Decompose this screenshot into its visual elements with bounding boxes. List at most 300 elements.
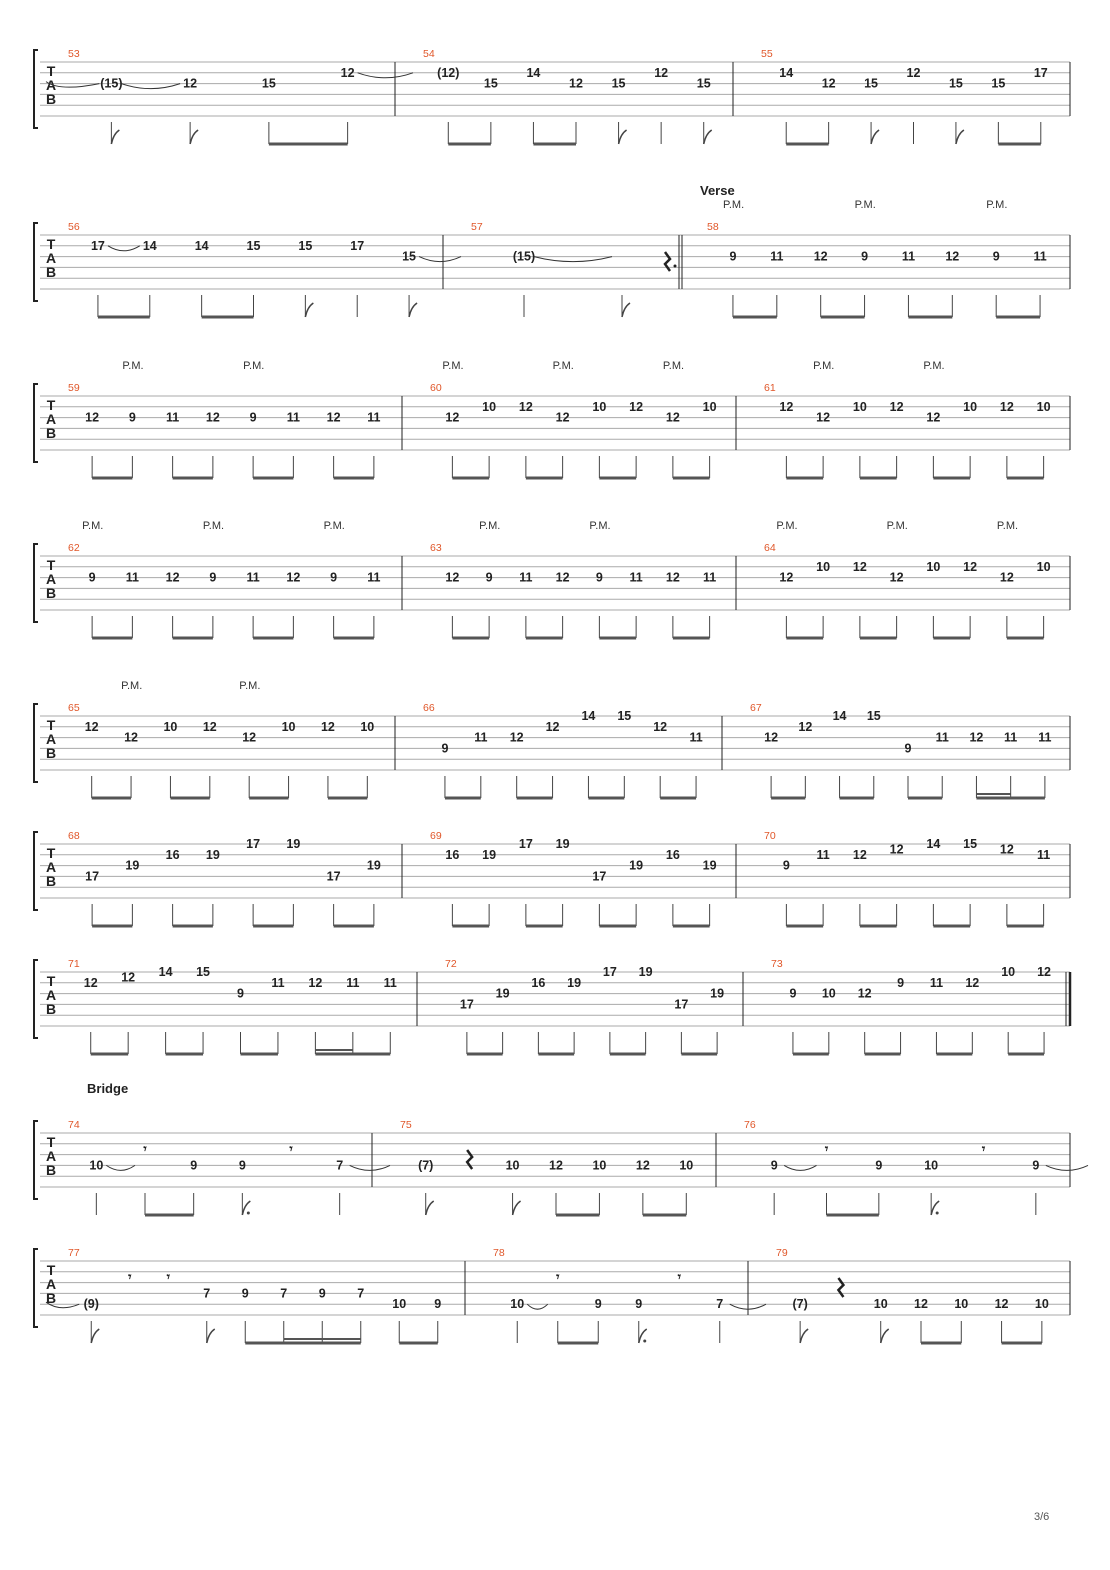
fret-number: 11: [271, 975, 285, 990]
palm-mute-label: P.M.: [813, 360, 835, 372]
eighth-flag: [409, 303, 417, 317]
fret-number: 11: [166, 410, 180, 425]
fret-number: 9: [241, 1286, 249, 1301]
palm-mute-label: P.M.: [722, 199, 745, 211]
fret-number: 19: [366, 858, 381, 873]
fret-number: 12: [994, 1297, 1009, 1312]
tab-clef-letter: A: [45, 250, 57, 267]
tab-clef-letter: B: [45, 745, 57, 762]
page-number: 3/6: [1034, 1511, 1050, 1523]
tie: [419, 257, 461, 262]
fret-number: 11: [703, 570, 717, 585]
measure-number: 54: [423, 48, 435, 60]
fret-number: 12: [779, 399, 794, 414]
fret-number: 15: [866, 709, 881, 723]
tab-clef-letter: B: [45, 91, 57, 108]
measure-number: 64: [764, 542, 776, 554]
fret-number: 16: [445, 847, 460, 862]
fret-number: 12: [654, 65, 669, 80]
staff-system: [34, 830, 1070, 926]
fret-number: 14: [926, 837, 941, 851]
sixteenth-rest: 𝄾: [824, 1142, 829, 1156]
fret-number: 7: [357, 1286, 365, 1301]
fret-number: 11: [383, 975, 397, 990]
fret-number: 10: [926, 559, 941, 574]
palm-mute-label: P.M.: [323, 520, 345, 532]
fret-number: 10: [592, 399, 607, 414]
fret-number: 10: [392, 1297, 407, 1312]
fret-number: 12: [509, 730, 524, 745]
fret-number: 12: [124, 730, 139, 745]
staff-system: [34, 1081, 1088, 1215]
fret-number: 10: [505, 1158, 520, 1173]
fret-number: 9: [992, 249, 1000, 264]
fret-number: 12: [183, 76, 198, 91]
measure-number: 68: [68, 830, 80, 842]
system-bracket: [34, 1249, 38, 1327]
system-bracket: [34, 704, 38, 782]
fret-number: 7: [280, 1286, 288, 1301]
tab-clef-letter: B: [45, 1290, 57, 1307]
tab-clef-letter: A: [45, 859, 57, 876]
fret-number: 9: [875, 1158, 883, 1173]
eighth-rest: 𝄾: [166, 1270, 170, 1284]
fret-number: 12: [85, 410, 100, 425]
sixteenth-rest: 𝄾: [677, 1270, 681, 1284]
palm-mute-label: P.M.: [923, 360, 945, 372]
fret-number: 10: [816, 559, 831, 574]
measure-number: 76: [744, 1119, 756, 1131]
fret-number: 15: [261, 76, 276, 91]
measure-number: 66: [423, 702, 435, 714]
fret-number: 19: [555, 837, 570, 851]
system-bracket: [34, 1121, 38, 1199]
fret-number: 17: [90, 238, 105, 253]
eighth-flag: [305, 303, 313, 317]
fret-number: 12: [665, 570, 680, 585]
fret-number: 16: [665, 847, 680, 862]
staff-system: [34, 1247, 1070, 1343]
fret-number: 15: [483, 76, 498, 91]
fret-number: 15: [196, 965, 211, 979]
fret-number: 12: [965, 975, 980, 990]
measure-number: 57: [471, 221, 483, 233]
section-label: Verse: [700, 183, 735, 198]
fret-number: 10: [163, 719, 178, 734]
fret-number: 10: [1034, 1297, 1049, 1312]
fret-number: 17: [518, 837, 533, 851]
palm-mute-label: P.M.: [82, 520, 104, 532]
eighth-flag: [622, 303, 630, 317]
fret-number: 12: [889, 570, 904, 585]
palm-mute-label: P.M.: [122, 360, 144, 372]
fret-number: 12: [555, 410, 570, 425]
measure-number: 61: [764, 382, 776, 394]
fret-number: 12: [518, 399, 533, 414]
fret-number: 12: [852, 847, 867, 862]
fret-number: 19: [125, 858, 140, 873]
fret-number: 19: [495, 986, 510, 1001]
fret-number: 12: [308, 975, 323, 990]
fret-number: 15: [298, 238, 313, 253]
fret-number: (7): [792, 1297, 808, 1312]
fret-number: 12: [999, 842, 1014, 857]
fret-number: 11: [1033, 249, 1047, 264]
fret-number: 10: [852, 399, 867, 414]
fret-number: 15: [696, 76, 711, 91]
fret-number: 16: [165, 847, 180, 862]
tab-clef-letter: B: [45, 264, 57, 281]
palm-mute-label: P.M.: [239, 680, 261, 692]
eighth-flag: [956, 130, 964, 144]
fret-number: 7: [716, 1297, 724, 1312]
fret-number: 11: [286, 410, 300, 425]
tab-clef-letter: A: [45, 571, 57, 588]
eighth-flag: [513, 1201, 521, 1215]
fret-number: 10: [954, 1297, 969, 1312]
fret-number: 19: [702, 858, 717, 873]
fret-number: 12: [83, 975, 98, 990]
tab-clef-letter: T: [46, 63, 56, 79]
system-bracket: [34, 544, 38, 622]
measure-number: 65: [68, 702, 80, 714]
fret-number: 12: [242, 730, 257, 745]
fret-number: 19: [629, 858, 644, 873]
sixteenth-rest: 𝄾: [289, 1142, 293, 1156]
fret-number: 7: [336, 1158, 344, 1173]
palm-mute-label: P.M.: [886, 520, 908, 532]
system-bracket: [34, 832, 38, 910]
fret-number: 16: [531, 975, 546, 990]
fret-number: 12: [555, 570, 570, 585]
measure-number: 62: [68, 542, 80, 554]
fret-number: 12: [963, 559, 978, 574]
fret-number: 12: [320, 719, 335, 734]
eighth-rest: 𝄾: [128, 1270, 132, 1284]
tie: [358, 73, 413, 78]
staff-system: [34, 520, 1070, 638]
fret-number: 11: [367, 410, 381, 425]
fret-number: 17: [459, 997, 474, 1012]
fret-number: 9: [434, 1297, 442, 1312]
measure-number: 70: [764, 830, 776, 842]
fret-number: 10: [702, 399, 717, 414]
fret-number: 14: [526, 65, 541, 80]
fret-number: 12: [84, 719, 99, 734]
fret-number: 12: [286, 570, 301, 585]
fret-number: 10: [1036, 399, 1051, 414]
tie: [1046, 1165, 1088, 1170]
palm-mute-label: P.M.: [121, 680, 143, 692]
palm-mute-label: P.M.: [986, 199, 1008, 211]
fret-number: 17: [246, 837, 261, 851]
tab-clef-letter: B: [45, 1162, 57, 1179]
eighth-flag: [190, 130, 198, 144]
fret-number: 12: [945, 249, 960, 264]
measure-number: 72: [445, 958, 457, 970]
fret-number: 10: [482, 399, 497, 414]
staff-system: [34, 958, 1070, 1054]
dot: [247, 1212, 250, 1215]
fret-number: 12: [445, 570, 460, 585]
fret-number: 9: [485, 570, 493, 585]
fret-number: 12: [629, 399, 644, 414]
tie: [527, 1304, 548, 1309]
palm-mute-label: P.M.: [202, 520, 225, 532]
palm-mute-label: P.M.: [854, 199, 876, 211]
eighth-flag: [704, 130, 712, 144]
tie: [534, 257, 612, 262]
measure-number: 53: [68, 48, 80, 60]
fret-number: 15: [617, 709, 632, 723]
fret-number: (12): [437, 65, 460, 80]
fret-number: 10: [679, 1158, 694, 1173]
fret-number: 10: [510, 1297, 525, 1312]
fret-number: 9: [595, 570, 603, 585]
palm-mute-label: P.M.: [243, 360, 265, 372]
measure-number: 67: [750, 702, 762, 714]
fret-number: 11: [689, 730, 703, 745]
sixteenth-rest: 𝄾: [556, 1270, 560, 1284]
fret-number: 12: [969, 730, 984, 745]
fret-number: 12: [326, 410, 341, 425]
fret-number: 9: [782, 858, 790, 873]
fret-number: 15: [948, 76, 963, 91]
fret-number: 19: [567, 975, 582, 990]
eighth-flag: [111, 130, 119, 144]
eighth-flag: [619, 130, 627, 144]
fret-number: (7): [418, 1158, 434, 1173]
fret-number: 12: [445, 410, 460, 425]
fret-number: 15: [963, 837, 978, 851]
fret-number: 11: [367, 570, 381, 585]
dot: [643, 1340, 646, 1343]
fret-number: 12: [906, 65, 921, 80]
sixteenth-rest: 𝄾: [981, 1142, 986, 1156]
fret-number: 12: [816, 410, 831, 425]
tab-clef-letter: A: [45, 1148, 57, 1165]
tab-clef-letter: B: [45, 585, 57, 602]
tab-clef-letter: B: [45, 425, 57, 442]
fret-number: 9: [789, 986, 797, 1001]
fret-number: 12: [764, 730, 779, 745]
fret-number: 9: [128, 410, 136, 425]
fret-number: 10: [963, 399, 978, 414]
tie: [350, 1165, 390, 1170]
fret-number: 12: [635, 1158, 650, 1173]
measure-number: 75: [400, 1119, 412, 1131]
fret-number: 9: [729, 249, 737, 264]
fret-number: 11: [629, 570, 643, 585]
palm-mute-label: P.M.: [552, 360, 574, 372]
tab-clef-letter: B: [45, 873, 57, 890]
tab-clef-letter: T: [46, 717, 56, 733]
tab-clef-letter: T: [46, 1262, 56, 1278]
fret-number: 9: [594, 1297, 602, 1312]
staff-system: [34, 360, 1070, 478]
fret-number: 7: [203, 1286, 211, 1301]
fret-number: 9: [635, 1297, 643, 1312]
fret-number: 9: [441, 741, 449, 756]
fret-number: 9: [318, 1286, 326, 1301]
fret-number: 9: [861, 249, 869, 264]
tab-clef-letter: A: [45, 77, 57, 94]
fret-number: 12: [926, 410, 941, 425]
fret-number: 12: [1037, 965, 1052, 979]
fret-number: 11: [935, 730, 949, 745]
fret-number: 10: [924, 1158, 939, 1173]
fret-number: 9: [1032, 1158, 1040, 1173]
fret-number: 12: [549, 1158, 563, 1173]
measure-number: 55: [761, 48, 773, 60]
tab-clef-letter: T: [46, 1134, 56, 1150]
fret-number: 10: [873, 1297, 888, 1312]
fret-number: 14: [158, 965, 173, 979]
fret-number: 11: [1038, 730, 1052, 745]
fret-number: 10: [1001, 965, 1016, 979]
fret-number: 17: [674, 997, 689, 1012]
fret-number: (15): [100, 76, 123, 91]
tie: [108, 246, 140, 251]
fret-number: 14: [581, 709, 596, 723]
fret-number: 11: [770, 249, 784, 264]
fret-number: 11: [474, 730, 488, 745]
eighth-flag: [800, 1329, 808, 1343]
fret-number: 14: [779, 65, 794, 80]
fret-number: 12: [165, 570, 180, 585]
fret-number: 11: [125, 570, 139, 585]
fret-number: 11: [519, 570, 533, 585]
fret-number: (9): [83, 1297, 99, 1312]
tie: [121, 84, 180, 89]
fret-number: 12: [121, 970, 136, 985]
fret-number: 9: [209, 570, 217, 585]
fret-number: 12: [798, 719, 813, 734]
measure-number: 78: [493, 1247, 505, 1259]
measure-number: 63: [430, 542, 442, 554]
fret-number: 14: [194, 238, 209, 253]
section-label: Bridge: [87, 1081, 129, 1096]
eighth-flag: [207, 1329, 215, 1343]
fret-number: 17: [602, 965, 617, 979]
fret-number: 11: [1004, 730, 1018, 745]
fret-number: 9: [904, 741, 912, 756]
fret-number: 15: [402, 249, 417, 264]
measure-number: 58: [707, 221, 719, 233]
tab-clef-letter: B: [45, 1001, 57, 1018]
fret-number: 17: [85, 869, 100, 884]
fret-number: 12: [653, 719, 668, 734]
system-bracket: [34, 384, 38, 462]
fret-number: 10: [281, 719, 296, 734]
fret-number: 12: [889, 399, 904, 414]
tab-clef-letter: A: [45, 731, 57, 748]
fret-number: 11: [929, 975, 944, 990]
fret-number: 15: [246, 238, 261, 253]
fret-number: 19: [205, 847, 220, 862]
fret-number: 11: [1037, 847, 1051, 862]
fret-number: 12: [857, 986, 872, 1001]
fret-number: 10: [360, 719, 375, 734]
eighth-flag: [426, 1201, 434, 1215]
fret-number: 10: [89, 1158, 104, 1173]
measure-number: 56: [68, 221, 80, 233]
palm-mute-label: P.M.: [442, 360, 464, 372]
measure-number: 79: [776, 1247, 788, 1259]
fret-number: 9: [330, 570, 338, 585]
fret-number: 12: [205, 410, 220, 425]
staff-system: [34, 48, 1070, 144]
fret-number: 9: [237, 986, 244, 1001]
fret-number: 9: [238, 1158, 246, 1173]
fret-number: 10: [821, 986, 836, 1001]
fret-number: 19: [286, 837, 301, 851]
fret-number: 11: [346, 975, 360, 990]
fret-number: (15): [512, 249, 536, 264]
measure-number: 69: [430, 830, 442, 842]
fret-number: 11: [816, 847, 830, 862]
fret-number: 12: [779, 570, 794, 585]
measure-number: 77: [68, 1247, 80, 1259]
fret-number: 9: [249, 410, 257, 425]
staff-system: [34, 183, 1070, 317]
fret-number: 12: [852, 559, 867, 574]
fret-number: 12: [914, 1297, 928, 1312]
measure-number: 71: [68, 958, 80, 970]
eighth-flag: [871, 130, 879, 144]
fret-number: 17: [350, 238, 365, 253]
measure-number: 73: [771, 958, 783, 970]
fret-number: 17: [592, 869, 607, 884]
palm-mute-label: P.M.: [996, 520, 1019, 532]
fret-number: 17: [326, 869, 341, 884]
fret-number: 15: [864, 76, 879, 91]
measure-number: 74: [68, 1119, 80, 1131]
system-bracket: [34, 223, 38, 301]
fret-number: 15: [991, 76, 1006, 91]
palm-mute-label: P.M.: [589, 520, 611, 532]
quarter-rest: [665, 252, 670, 271]
fret-number: 19: [638, 965, 653, 979]
palm-mute-label: P.M.: [479, 520, 501, 532]
eighth-flag: [881, 1329, 889, 1343]
fret-number: 14: [832, 709, 847, 723]
fret-number: 17: [1033, 65, 1048, 80]
tab-clef-letter: A: [45, 1276, 57, 1293]
fret-number: 15: [611, 76, 626, 91]
fret-number: 9: [88, 570, 96, 585]
fret-number: 14: [142, 238, 157, 253]
fret-number: 12: [999, 570, 1014, 585]
tie: [106, 1165, 135, 1170]
palm-mute-label: P.M.: [776, 520, 798, 532]
sixteenth-rest: 𝄾: [143, 1142, 147, 1156]
tab-clef-letter: T: [46, 397, 56, 413]
fret-number: 12: [202, 719, 217, 734]
fret-number: 9: [897, 975, 905, 990]
dot: [936, 1212, 939, 1215]
fret-number: 10: [1036, 559, 1051, 574]
fret-number: 12: [821, 76, 836, 91]
fret-number: 12: [545, 719, 560, 734]
fret-number: 19: [710, 986, 725, 1001]
tie: [784, 1165, 816, 1170]
fret-number: 11: [246, 570, 260, 585]
quarter-rest: [838, 1278, 843, 1297]
tab-clef-letter: T: [46, 973, 56, 989]
measure-number: 59: [68, 382, 80, 394]
tab-clef-letter: A: [45, 987, 57, 1004]
